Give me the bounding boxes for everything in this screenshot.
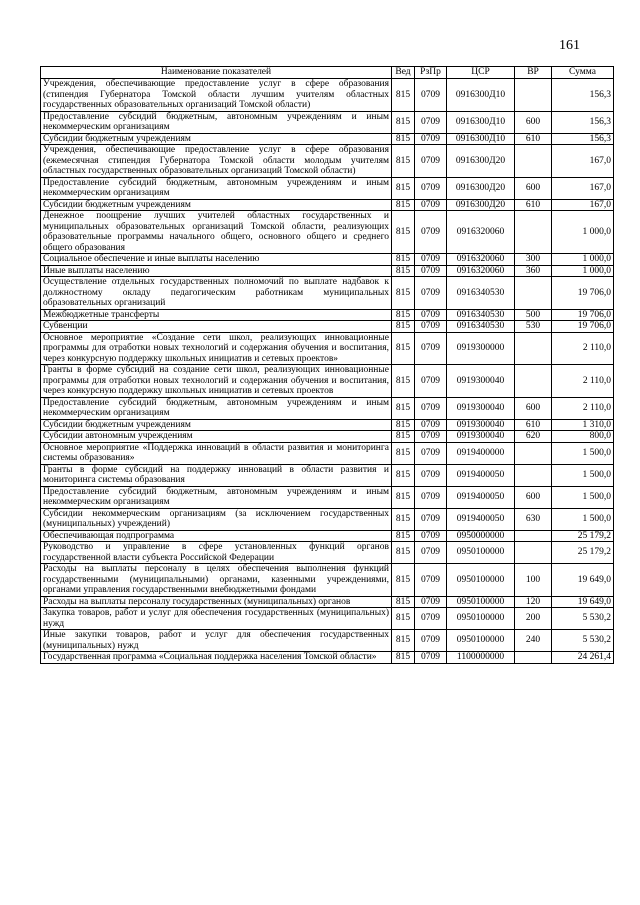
row-ved-cell: 815 xyxy=(392,508,415,530)
row-rzpr-cell: 0709 xyxy=(415,365,447,398)
table-row xyxy=(41,596,614,608)
row-csr-cell: 0916300Д10 xyxy=(447,79,515,112)
table-row xyxy=(41,419,614,431)
row-rzpr-cell: 0709 xyxy=(415,486,447,508)
row-ved-cell: 815 xyxy=(392,265,415,277)
row-csr-cell: 0950100000 xyxy=(447,608,515,630)
row-ved-cell: 815 xyxy=(392,277,415,310)
row-sum-cell: 19 649,0 xyxy=(552,596,614,608)
row-csr-cell: 0919300040 xyxy=(447,397,515,419)
row-sum-cell: 5 530,2 xyxy=(552,608,614,630)
row-rzpr-cell: 0709 xyxy=(415,608,447,630)
row-rzpr-cell: 0709 xyxy=(415,133,447,145)
row-sum-cell: 2 110,0 xyxy=(552,332,614,365)
table-row xyxy=(41,397,614,419)
row-rzpr-cell: 0709 xyxy=(415,332,447,365)
row-vr-cell xyxy=(515,652,552,664)
header-vr: ВР xyxy=(515,67,552,79)
row-rzpr-cell: 0709 xyxy=(415,79,447,112)
table-row xyxy=(41,365,614,398)
table-row xyxy=(41,199,614,211)
row-ved-cell: 815 xyxy=(392,177,415,199)
row-sum-cell: 1 000,0 xyxy=(552,254,614,266)
row-name-cell: Основное мероприятие «Создание сети школ, реализующих инновационные программы для отработки новых технологий и содержания обучения и воспитания, через конкурсную поддержку школьных инициатив и сетевых проектов» xyxy=(41,332,392,365)
row-csr-cell: 0916320060 xyxy=(447,211,515,254)
row-name-cell: Предоставление субсидий бюджетным, автономным учреждениям и иным некоммерческим организациям xyxy=(41,486,392,508)
row-rzpr-cell: 0709 xyxy=(415,277,447,310)
budget-table xyxy=(40,66,614,664)
row-vr-cell: 610 xyxy=(515,199,552,211)
table-row xyxy=(41,608,614,630)
row-ved-cell: 815 xyxy=(392,486,415,508)
header-rzpr: РзПр xyxy=(415,67,447,79)
table-row xyxy=(41,630,614,652)
row-vr-cell: 620 xyxy=(515,431,552,443)
row-ved-cell: 815 xyxy=(392,564,415,597)
row-name-cell: Денежное поощрение лучших учителей областных государственных и муниципальных образовательных организаций Томской области, реализующих образовательные программы начального общего, основного общего и среднего общего образования xyxy=(41,211,392,254)
row-ved-cell: 815 xyxy=(392,79,415,112)
row-vr-cell xyxy=(515,145,552,178)
row-name-cell: Предоставление субсидий бюджетным, автономным учреждениям и иным некоммерческим организациям xyxy=(41,111,392,133)
table-row xyxy=(41,254,614,266)
table-row xyxy=(41,332,614,365)
row-ved-cell: 815 xyxy=(392,419,415,431)
row-rzpr-cell: 0709 xyxy=(415,564,447,597)
row-ved-cell: 815 xyxy=(392,596,415,608)
row-sum-cell: 1 500,0 xyxy=(552,486,614,508)
row-ved-cell: 815 xyxy=(392,145,415,178)
table-row xyxy=(41,321,614,333)
row-name-cell: Основное мероприятие «Поддержка инноваций в области развития и мониторинга системы образования» xyxy=(41,442,392,464)
table-row xyxy=(41,265,614,277)
row-sum-cell: 1 000,0 xyxy=(552,211,614,254)
row-name-cell: Обеспечивающая подпрограмма xyxy=(41,530,392,542)
page-number: 161 xyxy=(559,38,580,53)
table-row xyxy=(41,309,614,321)
row-sum-cell: 1 310,0 xyxy=(552,419,614,431)
row-ved-cell: 815 xyxy=(392,211,415,254)
row-csr-cell: 0916340530 xyxy=(447,277,515,310)
row-rzpr-cell: 0709 xyxy=(415,254,447,266)
row-csr-cell: 0950000000 xyxy=(447,530,515,542)
row-csr-cell: 0919400050 xyxy=(447,486,515,508)
row-csr-cell: 0916300Д10 xyxy=(447,133,515,145)
row-name-cell: Субсидии некоммерческим организациям (за исключением государственных (муниципальных) учреждений) xyxy=(41,508,392,530)
row-ved-cell: 815 xyxy=(392,652,415,664)
row-csr-cell: 0916320060 xyxy=(447,254,515,266)
row-vr-cell xyxy=(515,530,552,542)
row-vr-cell: 530 xyxy=(515,321,552,333)
row-name-cell: Гранты в форме субсидий на поддержку инноваций в области развития и мониторинга системы образования xyxy=(41,464,392,486)
row-csr-cell: 0919300040 xyxy=(447,419,515,431)
table-row xyxy=(41,542,614,564)
row-rzpr-cell: 0709 xyxy=(415,431,447,443)
row-name-cell: Учреждения, обеспечивающие предоставление услуг в сфере образования (ежемесячная стипендия Губернатора Томской области молодым учителям областных государственных образовательных организаций Томской области) xyxy=(41,145,392,178)
row-ved-cell: 815 xyxy=(392,542,415,564)
row-csr-cell: 0919400050 xyxy=(447,508,515,530)
table-body xyxy=(41,79,614,664)
row-csr-cell: 0916340530 xyxy=(447,309,515,321)
row-rzpr-cell: 0709 xyxy=(415,652,447,664)
table-row xyxy=(41,464,614,486)
row-vr-cell xyxy=(515,211,552,254)
row-sum-cell: 167,0 xyxy=(552,145,614,178)
row-rzpr-cell: 0709 xyxy=(415,464,447,486)
row-name-cell: Руководство и управление в сфере установленных функций органов государственной власти субъекта Российской Федерации xyxy=(41,542,392,564)
row-csr-cell: 0919400050 xyxy=(447,464,515,486)
row-csr-cell: 0916300Д10 xyxy=(447,111,515,133)
row-sum-cell: 1 500,0 xyxy=(552,442,614,464)
row-rzpr-cell: 0709 xyxy=(415,177,447,199)
row-rzpr-cell: 0709 xyxy=(415,111,447,133)
row-ved-cell: 815 xyxy=(392,309,415,321)
row-vr-cell: 240 xyxy=(515,630,552,652)
row-csr-cell: 0950100000 xyxy=(447,564,515,597)
table-row xyxy=(41,442,614,464)
row-name-cell: Расходы на выплаты персоналу в целях обеспечения выполнения функций государственными (муниципальными) органами, казенными учреждениями, органами управления государственными внебюджетными фондами xyxy=(41,564,392,597)
row-name-cell: Субсидии автономным учреждениям xyxy=(41,431,392,443)
header-ved: Вед xyxy=(392,67,415,79)
row-sum-cell: 167,0 xyxy=(552,177,614,199)
row-rzpr-cell: 0709 xyxy=(415,397,447,419)
row-sum-cell: 5 530,2 xyxy=(552,630,614,652)
row-csr-cell: 0950100000 xyxy=(447,542,515,564)
row-sum-cell: 19 706,0 xyxy=(552,321,614,333)
table-row xyxy=(41,177,614,199)
table-row xyxy=(41,111,614,133)
row-ved-cell: 815 xyxy=(392,111,415,133)
row-sum-cell: 156,3 xyxy=(552,111,614,133)
row-ved-cell: 815 xyxy=(392,254,415,266)
row-vr-cell xyxy=(515,79,552,112)
row-name-cell: Субсидии бюджетным учреждениям xyxy=(41,199,392,211)
row-sum-cell: 1 000,0 xyxy=(552,265,614,277)
row-name-cell: Гранты в форме субсидий на создание сети школ, реализующих инновационные программы для отработки новых технологий и содержания обучения и воспитания, через конкурсную поддержку школьных инициатив и сетевых проектов xyxy=(41,365,392,398)
row-name-cell: Социальное обеспечение и иные выплаты населению xyxy=(41,254,392,266)
row-ved-cell: 815 xyxy=(392,431,415,443)
row-vr-cell: 500 xyxy=(515,309,552,321)
row-name-cell: Предоставление субсидий бюджетным, автономным учреждениям и иным некоммерческим организациям xyxy=(41,177,392,199)
row-vr-cell xyxy=(515,442,552,464)
row-sum-cell: 2 110,0 xyxy=(552,397,614,419)
row-ved-cell: 815 xyxy=(392,321,415,333)
row-vr-cell: 600 xyxy=(515,111,552,133)
header-sum: Сумма xyxy=(552,67,614,79)
row-csr-cell: 0919300040 xyxy=(447,365,515,398)
row-rzpr-cell: 0709 xyxy=(415,530,447,542)
table-row xyxy=(41,133,614,145)
row-vr-cell xyxy=(515,464,552,486)
row-csr-cell: 0916320060 xyxy=(447,265,515,277)
row-vr-cell xyxy=(515,542,552,564)
table-row xyxy=(41,564,614,597)
row-name-cell: Расходы на выплаты персоналу государственных (муниципальных) органов xyxy=(41,596,392,608)
row-csr-cell: 0950100000 xyxy=(447,630,515,652)
row-name-cell: Закупка товаров, работ и услуг для обеспечения государственных (муниципальных) нужд xyxy=(41,608,392,630)
row-vr-cell: 300 xyxy=(515,254,552,266)
row-csr-cell: 0919300040 xyxy=(447,431,515,443)
row-ved-cell: 815 xyxy=(392,464,415,486)
row-csr-cell: 0916300Д20 xyxy=(447,177,515,199)
row-sum-cell: 25 179,2 xyxy=(552,542,614,564)
row-vr-cell: 100 xyxy=(515,564,552,597)
row-sum-cell: 167,0 xyxy=(552,199,614,211)
row-sum-cell: 24 261,4 xyxy=(552,652,614,664)
row-name-cell: Субвенции xyxy=(41,321,392,333)
row-csr-cell: 0919400000 xyxy=(447,442,515,464)
table-row xyxy=(41,486,614,508)
row-ved-cell: 815 xyxy=(392,608,415,630)
row-vr-cell xyxy=(515,332,552,365)
row-ved-cell: 815 xyxy=(392,630,415,652)
row-rzpr-cell: 0709 xyxy=(415,309,447,321)
table-row xyxy=(41,652,614,664)
row-ved-cell: 815 xyxy=(392,365,415,398)
row-rzpr-cell: 0709 xyxy=(415,211,447,254)
table-row xyxy=(41,79,614,112)
row-name-cell: Межбюджетные трансферты xyxy=(41,309,392,321)
row-vr-cell: 120 xyxy=(515,596,552,608)
row-sum-cell: 1 500,0 xyxy=(552,464,614,486)
row-vr-cell xyxy=(515,365,552,398)
row-name-cell: Субсидии бюджетным учреждениям xyxy=(41,133,392,145)
row-ved-cell: 815 xyxy=(392,397,415,419)
row-rzpr-cell: 0709 xyxy=(415,419,447,431)
row-csr-cell: 0950100000 xyxy=(447,596,515,608)
row-rzpr-cell: 0709 xyxy=(415,542,447,564)
row-ved-cell: 815 xyxy=(392,133,415,145)
row-sum-cell: 2 110,0 xyxy=(552,365,614,398)
row-rzpr-cell: 0709 xyxy=(415,442,447,464)
row-ved-cell: 815 xyxy=(392,332,415,365)
table-header-row xyxy=(41,67,614,79)
row-csr-cell: 0916340530 xyxy=(447,321,515,333)
row-sum-cell: 19 649,0 xyxy=(552,564,614,597)
row-vr-cell: 610 xyxy=(515,419,552,431)
table-row xyxy=(41,431,614,443)
row-ved-cell: 815 xyxy=(392,530,415,542)
row-csr-cell: 0919300000 xyxy=(447,332,515,365)
table-row xyxy=(41,277,614,310)
table-row xyxy=(41,508,614,530)
header-name: Наименование показателей xyxy=(41,67,392,79)
row-name-cell: Иные выплаты населению xyxy=(41,265,392,277)
row-csr-cell: 0916300Д20 xyxy=(447,145,515,178)
row-ved-cell: 815 xyxy=(392,442,415,464)
row-name-cell: Иные закупки товаров, работ и услуг для обеспечения государственных (муниципальных) нужд xyxy=(41,630,392,652)
row-vr-cell: 600 xyxy=(515,397,552,419)
row-sum-cell: 19 706,0 xyxy=(552,277,614,310)
table-row xyxy=(41,145,614,178)
row-name-cell: Предоставление субсидий бюджетным, автономным учреждениям и иным некоммерческим организациям xyxy=(41,397,392,419)
row-vr-cell: 600 xyxy=(515,486,552,508)
row-sum-cell: 156,3 xyxy=(552,79,614,112)
row-rzpr-cell: 0709 xyxy=(415,321,447,333)
row-sum-cell: 156,3 xyxy=(552,133,614,145)
row-vr-cell: 610 xyxy=(515,133,552,145)
row-vr-cell: 360 xyxy=(515,265,552,277)
row-csr-cell: 1100000000 xyxy=(447,652,515,664)
row-name-cell: Государственная программа «Социальная поддержка населения Томской области» xyxy=(41,652,392,664)
row-csr-cell: 0916300Д20 xyxy=(447,199,515,211)
header-csr: ЦСР xyxy=(447,67,515,79)
table-row xyxy=(41,530,614,542)
row-vr-cell: 200 xyxy=(515,608,552,630)
row-vr-cell xyxy=(515,277,552,310)
row-rzpr-cell: 0709 xyxy=(415,265,447,277)
row-rzpr-cell: 0709 xyxy=(415,596,447,608)
row-rzpr-cell: 0709 xyxy=(415,630,447,652)
table-row xyxy=(41,211,614,254)
row-sum-cell: 800,0 xyxy=(552,431,614,443)
row-rzpr-cell: 0709 xyxy=(415,508,447,530)
row-rzpr-cell: 0709 xyxy=(415,199,447,211)
row-name-cell: Учреждения, обеспечивающие предоставление услуг в сфере образования (стипендия Губернатора Томской области лучшим учителям областных государственных образовательных организаций Томской области) xyxy=(41,79,392,112)
row-name-cell: Субсидии бюджетным учреждениям xyxy=(41,419,392,431)
row-vr-cell: 600 xyxy=(515,177,552,199)
row-sum-cell: 25 179,2 xyxy=(552,530,614,542)
row-sum-cell: 19 706,0 xyxy=(552,309,614,321)
row-ved-cell: 815 xyxy=(392,199,415,211)
row-sum-cell: 1 500,0 xyxy=(552,508,614,530)
row-name-cell: Осуществление отдельных государственных полномочий по выплате надбавок к должностному окладу педагогическим работникам муниципальных образовательных организаций xyxy=(41,277,392,310)
row-vr-cell: 630 xyxy=(515,508,552,530)
row-rzpr-cell: 0709 xyxy=(415,145,447,178)
